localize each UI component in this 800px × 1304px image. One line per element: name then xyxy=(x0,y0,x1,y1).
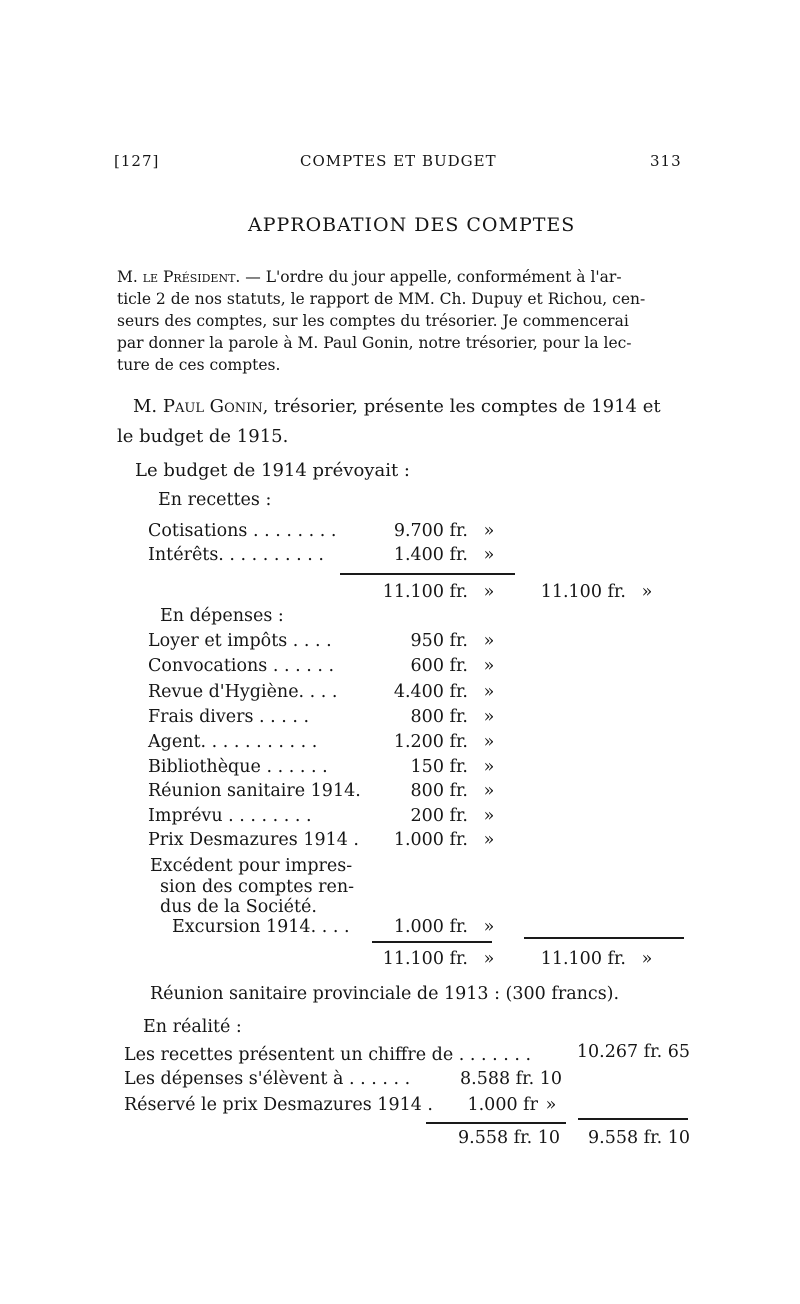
paragraph-line: par donner la parole à M. Paul Gonin, notre trésorier, pour la lec- xyxy=(117,334,632,352)
depense-amount: 1.200 fr. xyxy=(393,732,468,752)
realite-reserve-amount: 1.000 fr xyxy=(467,1095,538,1115)
excedent-line: dus de la Société. xyxy=(160,897,317,917)
depenses-heading: En dépenses : xyxy=(160,606,284,626)
depense-amount: 150 fr. xyxy=(410,757,468,777)
realite-reserve-guil: » xyxy=(545,1095,557,1115)
depense-amount: 950 fr. xyxy=(410,631,468,651)
depense-guil: » xyxy=(483,830,495,850)
paragraph-line: ture de ces comptes. xyxy=(117,356,281,374)
depense-label: Revue d'Hygiène. . . . xyxy=(148,682,338,702)
realite-total-carried: 9.558 fr. 10 xyxy=(588,1128,690,1148)
excedent-amount: 1.000 fr. xyxy=(393,917,468,937)
depense-guil: » xyxy=(483,707,495,727)
realite-total: 9.558 fr. 10 xyxy=(458,1128,560,1148)
depense-label: Agent. . . . . . . . . . . xyxy=(148,732,318,752)
paragraph-line: ticle 2 de nos statuts, le rapport de MM. Ch. Dupuy et Richou, cen- xyxy=(117,290,646,308)
recettes-total-guil: » xyxy=(483,582,495,602)
en-realite-heading: En réalité : xyxy=(143,1017,242,1037)
depense-amount: 800 fr. xyxy=(410,781,468,801)
page-number: 313 xyxy=(650,152,682,170)
paragraph-line: M. le Président. — L'ordre du jour appelle, conformément à l'ar- xyxy=(117,268,622,286)
depense-label: Imprévu . . . . . . . . xyxy=(148,806,312,826)
depense-label: Frais divers . . . . . xyxy=(148,707,310,727)
realite-label: Réservé le prix Desmazures 1914 . xyxy=(124,1095,433,1115)
right-column-rule xyxy=(524,937,684,939)
realite-sum-rule xyxy=(426,1122,566,1124)
depense-amount: 800 fr. xyxy=(410,707,468,727)
excedent-guil: » xyxy=(483,917,495,937)
excedent-line: sion des comptes ren- xyxy=(160,877,355,897)
depense-label: Bibliothèque . . . . . . xyxy=(148,757,328,777)
depense-guil: » xyxy=(483,781,495,801)
recette-amount-cotisations: 9.700 fr. xyxy=(393,521,468,541)
depense-amount: 1.000 fr. xyxy=(393,830,468,850)
budget-intro: Le budget de 1914 prévoyait : xyxy=(135,460,410,481)
section-title: APPROBATION DES COMPTES xyxy=(248,214,576,236)
depense-guil: » xyxy=(483,806,495,826)
depenses-total-guil: » xyxy=(483,949,495,969)
depense-guil: » xyxy=(483,732,495,752)
excedent-line: Excédent pour impres- xyxy=(150,856,353,876)
depenses-total: 11.100 fr. xyxy=(382,949,468,969)
depense-label: Loyer et impôts . . . . xyxy=(148,631,332,651)
running-title: COMPTES ET BUDGET xyxy=(300,152,497,170)
depense-label: Réunion sanitaire 1914. xyxy=(148,781,361,801)
depense-guil: » xyxy=(483,656,495,676)
depense-guil: » xyxy=(483,631,495,651)
recettes-total-carried-guil: » xyxy=(641,582,653,602)
depense-guil: » xyxy=(483,757,495,777)
depense-label: Convocations . . . . . . xyxy=(148,656,335,676)
realite-right-rule xyxy=(578,1118,688,1120)
realite-depenses-amount: 8.588 fr. 10 xyxy=(460,1069,562,1089)
recettes-sum-rule xyxy=(340,573,515,575)
depense-label: Prix Desmazures 1914 . xyxy=(148,830,359,850)
depense-amount: 4.400 fr. xyxy=(393,682,468,702)
speaker-gonin: M. Paul Gonin, xyxy=(133,396,269,417)
realite-label: Les dépenses s'élèvent à . . . . . . xyxy=(124,1069,411,1089)
paragraph-line: seurs des comptes, sur les comptes du trésorier. Je commencerai xyxy=(117,312,629,330)
realite-label: Les recettes présentent un chiffre de . . . . . . . xyxy=(124,1045,532,1065)
depenses-sum-rule xyxy=(372,941,492,943)
recette-guil-interets: » xyxy=(483,545,495,565)
gonin-paragraph-line1: M. Paul Gonin, trésorier, présente les comptes de 1914 et xyxy=(133,396,661,417)
page-bracket-number: [127] xyxy=(114,152,160,170)
excedent-line: Excursion 1914. . . . xyxy=(172,917,350,937)
president-paragraph xyxy=(117,266,685,376)
depenses-total-carried: 11.100 fr. xyxy=(540,949,626,969)
recette-guil-cotisations: » xyxy=(483,521,495,541)
recette-amount-interets: 1.400 fr. xyxy=(393,545,468,565)
recette-label-interets: Intérêts. . . . . . . . . . xyxy=(148,545,324,565)
recettes-total: 11.100 fr. xyxy=(382,582,468,602)
depense-amount: 600 fr. xyxy=(410,656,468,676)
recette-label-cotisations: Cotisations . . . . . . . . xyxy=(148,521,337,541)
gonin-paragraph-line2: le budget de 1915. xyxy=(117,426,289,447)
recettes-heading: En recettes : xyxy=(158,490,272,510)
depense-guil: » xyxy=(483,682,495,702)
realite-recettes-amount: 10.267 fr. 65 xyxy=(576,1042,690,1062)
recettes-total-carried: 11.100 fr. xyxy=(540,582,626,602)
depense-amount: 200 fr. xyxy=(410,806,468,826)
reunion-note: Réunion sanitaire provinciale de 1913 : (300 francs). xyxy=(150,984,620,1004)
depenses-total-carried-guil: » xyxy=(641,949,653,969)
speaker-president: M. le Président. xyxy=(117,268,241,286)
